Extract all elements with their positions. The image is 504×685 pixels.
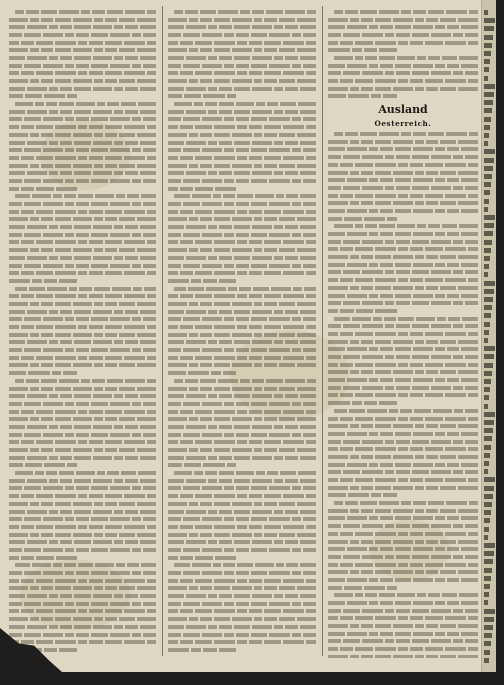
illegible-paragraph	[328, 130, 478, 222]
cut-off-text	[484, 100, 493, 105]
cut-off-text	[484, 617, 494, 622]
cut-off-text	[484, 264, 489, 269]
illegible-paragraph	[168, 562, 316, 654]
cut-off-text	[484, 182, 491, 187]
cut-off-text	[484, 412, 495, 417]
cut-off-text	[484, 436, 492, 441]
illegible-paragraph	[168, 469, 316, 561]
cut-off-text	[484, 371, 492, 376]
cut-off-text	[484, 305, 492, 310]
cut-off-text	[484, 174, 492, 179]
cut-off-text	[484, 125, 490, 130]
cut-off-text	[484, 149, 495, 154]
scan-background	[0, 672, 504, 685]
cut-off-text	[484, 576, 491, 581]
cut-off-text	[484, 158, 494, 163]
cut-off-text	[484, 297, 493, 302]
illegible-paragraph	[168, 8, 316, 100]
cut-off-text	[484, 469, 488, 474]
cut-off-text	[484, 322, 490, 327]
cut-off-text	[484, 387, 490, 392]
cut-off-text	[484, 199, 489, 204]
illegible-paragraph	[9, 193, 156, 285]
illegible-paragraph	[168, 100, 316, 192]
cut-off-text	[484, 543, 495, 548]
illegible-paragraph	[9, 377, 156, 469]
cut-off-text	[484, 272, 488, 277]
cut-off-text	[484, 650, 490, 655]
illegible-paragraph	[328, 8, 478, 54]
cut-off-text	[484, 625, 493, 630]
cut-off-text	[484, 289, 494, 294]
cut-off-text	[484, 584, 490, 589]
cut-off-text	[484, 240, 492, 245]
column-rule	[322, 6, 323, 656]
cut-off-text	[484, 502, 492, 507]
illegible-paragraph	[328, 592, 478, 659]
illegible-paragraph	[328, 223, 478, 315]
text-column-left	[9, 8, 156, 658]
cut-off-text	[484, 141, 488, 146]
cut-off-text	[484, 215, 495, 220]
cut-off-text	[484, 404, 488, 409]
cut-off-text	[484, 330, 489, 335]
illegible-paragraph	[168, 285, 316, 377]
cut-off-text	[484, 117, 491, 122]
cut-off-text	[484, 658, 489, 663]
illegible-paragraph	[328, 407, 478, 499]
cut-off-text	[484, 535, 488, 540]
cut-off-text	[484, 190, 490, 195]
cut-off-text	[484, 133, 489, 138]
cut-off-text	[484, 477, 495, 482]
cut-off-text	[484, 18, 495, 23]
illegible-paragraph	[9, 8, 156, 100]
cut-off-text	[484, 641, 491, 646]
cut-off-text	[484, 26, 494, 31]
cut-off-text	[484, 568, 492, 573]
cut-off-text	[484, 338, 488, 343]
illegible-paragraph	[9, 285, 156, 377]
cut-off-text	[484, 281, 495, 286]
cut-off-text	[484, 256, 490, 261]
illegible-paragraph	[9, 562, 156, 654]
cut-off-text	[484, 76, 488, 81]
cut-off-text	[484, 51, 491, 56]
cut-off-text	[484, 445, 491, 450]
cut-off-text	[484, 67, 489, 72]
text-column-right	[328, 8, 478, 658]
illegible-paragraph	[328, 499, 478, 591]
illegible-paragraph	[168, 377, 316, 469]
cut-off-text	[484, 248, 491, 253]
cut-off-text	[484, 428, 493, 433]
cut-off-text	[484, 420, 494, 425]
cut-off-text	[484, 223, 494, 228]
cut-off-text	[484, 395, 489, 400]
cut-off-text	[484, 84, 495, 89]
cut-off-text	[484, 346, 495, 351]
cut-off-text	[484, 453, 490, 458]
illegible-paragraph	[9, 100, 156, 192]
cut-off-text	[484, 363, 493, 368]
cut-off-text	[484, 527, 489, 532]
cut-off-text	[484, 166, 493, 171]
cut-off-text	[484, 59, 490, 64]
illegible-paragraph	[9, 469, 156, 561]
column-rule	[162, 6, 163, 656]
illegible-paragraph	[168, 193, 316, 285]
cut-off-text	[484, 486, 494, 491]
cut-off-text	[484, 518, 490, 523]
cut-off-text	[484, 592, 489, 597]
cut-off-text	[484, 313, 491, 318]
cut-off-text	[484, 108, 492, 113]
cut-off-text	[484, 633, 492, 638]
cut-off-text	[484, 231, 493, 236]
cut-off-text	[484, 207, 488, 212]
country-heading-oesterreich: Oesterreich.	[374, 119, 432, 129]
cut-off-text	[484, 379, 491, 384]
page-edge-fragment	[481, 0, 496, 672]
cut-off-text	[484, 92, 494, 97]
cut-off-text	[484, 354, 494, 359]
cut-off-text	[484, 510, 491, 515]
text-column-middle	[168, 8, 316, 658]
cut-off-text	[484, 559, 493, 564]
cut-off-text	[484, 609, 495, 614]
illegible-paragraph	[328, 315, 478, 407]
cut-off-text	[484, 43, 492, 48]
cut-off-text	[484, 461, 489, 466]
cut-off-text	[484, 10, 488, 15]
section-heading-ausland: Ausland	[378, 103, 428, 117]
cut-off-text	[484, 600, 488, 605]
cut-off-text	[484, 551, 494, 556]
cut-off-text	[484, 35, 493, 40]
illegible-paragraph	[328, 54, 478, 100]
cut-off-text	[484, 494, 493, 499]
